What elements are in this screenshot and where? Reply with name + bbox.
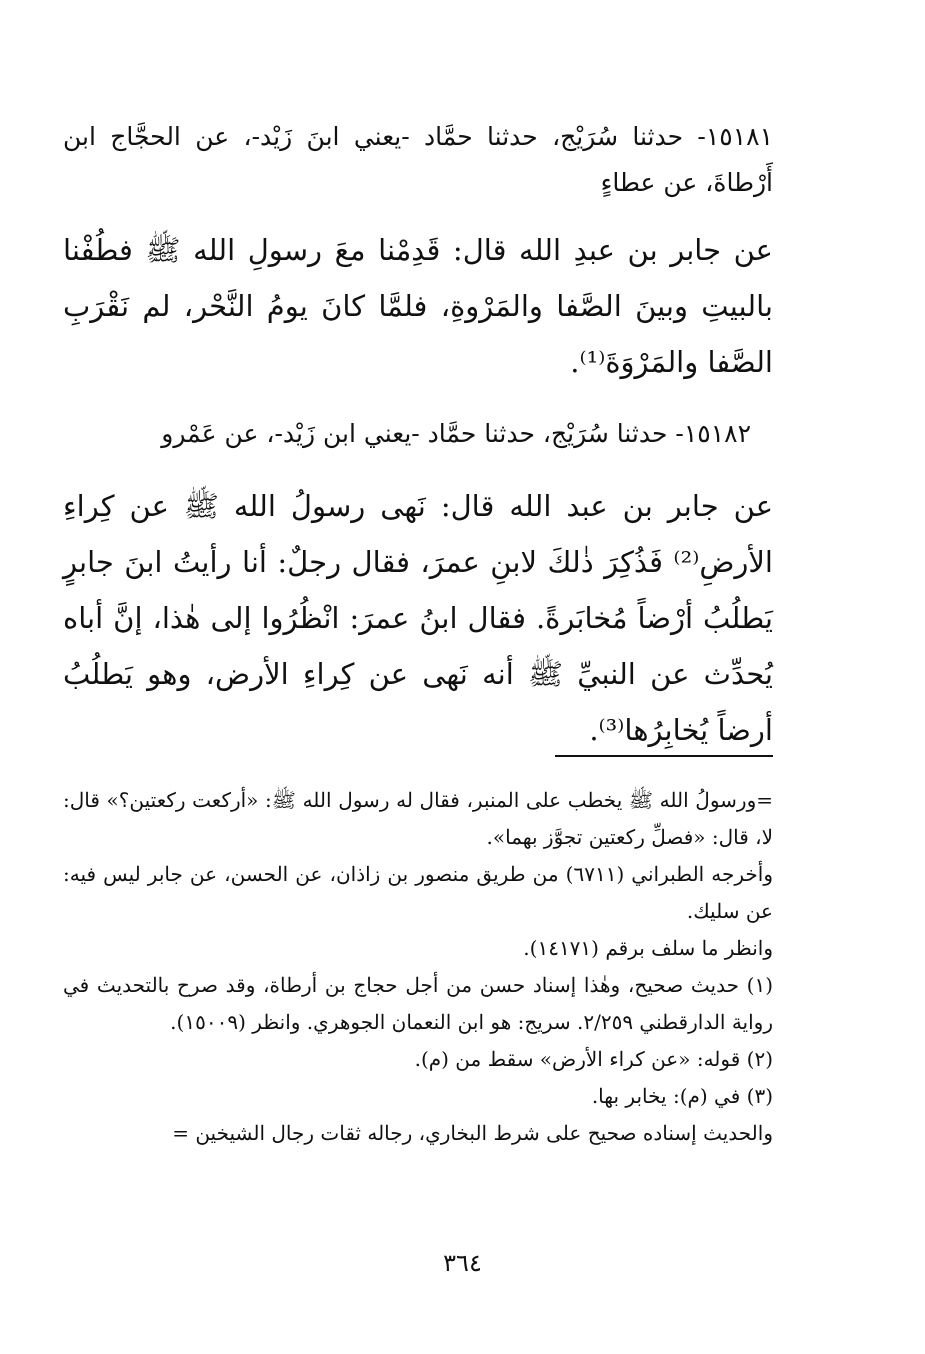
- footnote-separator: [555, 755, 773, 757]
- footnote-paragraph: والحديث إسناده صحيح على شرط البخاري، رجاله ثقات رجال الشيخين =: [172, 1121, 773, 1145]
- footnote-paragraph: وانظر ما سلف برقم (١٤١٧١).: [523, 936, 773, 960]
- hadith-15182-isnad: ١٥١٨٢- حدثنا سُرَيْج، حدثنا حمَّاد -يعني ابن زَيْد-، عن عَمْرو: [161, 419, 751, 448]
- hadith-15182-matn: عن جابر بن عبد الله قال: نَهى رسولُ الله ﷺ عن كِراءِ الأرضِ⁽²⁾ فَذُكِرَ ذٰلكَ لابنِ عمرَ، فقال رجلٌ: أنا رأيتُ ابنَ جابرٍ يَطلُبُ أرْضاً مُخابَرةً. فقال ابنُ عمرَ: انْظُرُوا إلى هٰذا، إنَّ أباه يُحدِّث عن النبيِّ ﷺ أنه نَهى عن كِراءِ الأرض، وهو يَطلُبُ أرضاً يُخابِرُها⁽³⁾.: [63, 489, 773, 747]
- hadith-15181-matn: عن جابر بن عبدِ الله قال: قَدِمْنا معَ رسولِ الله ﷺ فطُفْنا بالبيتِ وبينَ الصَّفا والمَرْوةِ، فلمَّا كانَ يومُ النَّحْر، لم نَقْرَبِ الصَّفا والمَرْوَةَ⁽¹⁾.: [63, 233, 773, 379]
- footnote-continuation: =ورسولُ الله ﷺ يخطب على المنبر، فقال له رسول الله ﷺ: «أركعت ركعتين؟» قال: لا، قال: «فصلِّ ركعتين تجوَّز بهما».: [63, 788, 773, 849]
- hadith-15181-isnad: ١٥١٨١- حدثنا سُرَيْج، حدثنا حمَّاد -يعني ابنَ زَيْد-، عن الحجَّاج ابن أَرْطاةَ، عن عطاءٍ: [63, 122, 773, 197]
- footnote-1: (١) حديث صحيح، وهٰذا إسناد حسن من أجل حجاج بن أرطاة، وقد صرح بالتحديث في رواية الدارقطني ٢/٢٥٩. سريج: هو ابن النعمان الجوهري. وانظر (١٥٠٠٩).: [63, 973, 773, 1034]
- footnote-paragraph: وأخرجه الطبراني (٦٧١١) من طريق منصور بن زاذان، عن الحسن، عن جابر ليس فيه: عن سليك.: [63, 862, 773, 923]
- footnote-3: (٣) في (م): يخابر بها.: [591, 1084, 773, 1108]
- page-number: ٣٦٤: [443, 1249, 482, 1277]
- footnotes: [63, 782, 773, 1152]
- footnote-2: (٢) قوله: «عن كراء الأرض» سقط من (م).: [414, 1047, 773, 1071]
